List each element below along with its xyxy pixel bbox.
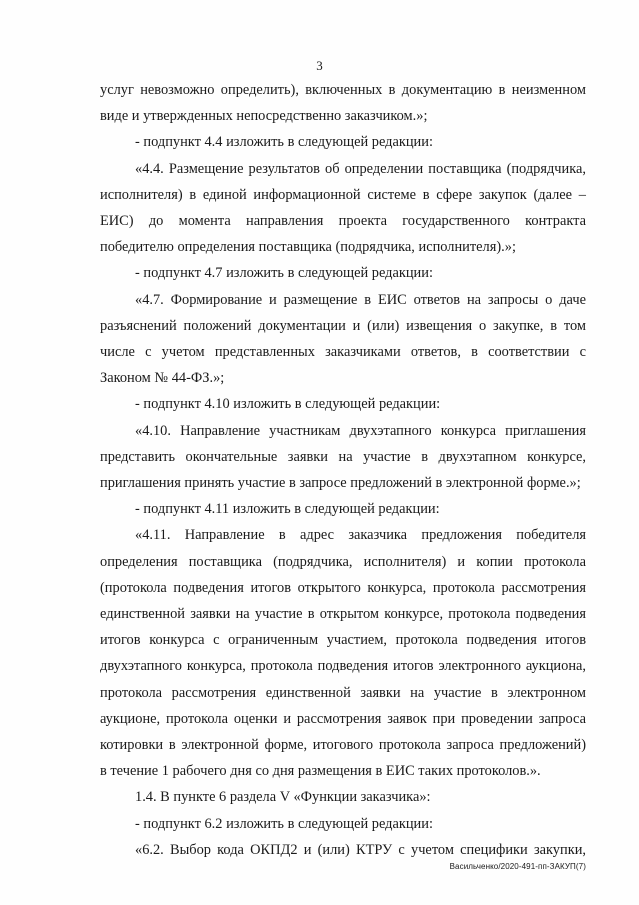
text-line: протокола рассмотрения единственной заявки на участие в электронном: [100, 684, 586, 701]
text-line: - подпункт 4.7 изложить в следующей редакции:: [135, 265, 433, 282]
text-line: (протокола подведения итогов открытого конкурса, протокола рассмотрения: [100, 579, 586, 596]
text-line: «4.7. Формирование и размещение в ЕИС ответов на запросы о даче: [135, 291, 586, 308]
body-text: [100, 77, 586, 863]
text-line: определения поставщика (подрядчика, исполнителя) и копии протокола: [100, 553, 586, 570]
text-line: - подпункт 4.11 изложить в следующей редакции:: [135, 501, 440, 518]
text-line: исполнителя) в единой информационной системе в сфере закупок (далее –: [100, 186, 586, 203]
text-line: - подпункт 4.4 изложить в следующей редакции:: [135, 134, 433, 151]
text-line: «4.4. Размещение результатов об определении поставщика (подрядчика,: [135, 160, 586, 177]
text-line: - подпункт 4.10 изложить в следующей редакции:: [135, 396, 441, 413]
text-line: в течение 1 рабочего дня со дня размещения в ЕИС таких протоколов.».: [100, 763, 541, 780]
text-line: единственной заявки на участие в открытом конкурсе, протокола подведения: [100, 606, 586, 623]
document-reference-code: Васильченко/2020-491-пп-ЗАКУП(7): [449, 862, 586, 871]
text-line: приглашения принять участие в запросе предложений в электронной форме.»;: [100, 475, 581, 492]
text-line: «4.11. Направление в адрес заказчика предложения победителя: [135, 527, 586, 544]
text-line: услуг невозможно определить), включенных в документацию в неизменном: [100, 82, 586, 98]
text-line: виде и утвержденных непосредственно заказчиком.»;: [100, 108, 428, 125]
text-line: «4.10. Направление участникам двухэтапного конкурса приглашения: [135, 422, 586, 439]
text-line: - подпункт 6.2 изложить в следующей редакции:: [135, 815, 433, 832]
text-line: котировки в электронной форме, итогового протокола запроса предложений): [100, 737, 586, 754]
text-line: «6.2. Выбор кода ОКПД2 и (или) КТРУ с учетом специфики закупки,: [135, 841, 586, 858]
text-line: разъяснений положений документации и (или) извещения о закупке, в том: [100, 317, 586, 334]
text-line: ЕИС) до момента направления проекта государственного контракта: [100, 213, 586, 230]
text-line: 1.4. В пункте 6 раздела V «Функции заказчика»:: [135, 789, 431, 806]
text-line: двухэтапного конкурса, протокола подведения итогов электронного аукциона,: [100, 658, 586, 675]
text-line: числе с учетом представленных заказчиками ответов, в соответствии с: [100, 344, 586, 361]
text-line: аукционе, протокола оценки и рассмотрения заявок при проведении запроса: [100, 710, 586, 727]
text-line: Законом № 44-ФЗ.»;: [100, 370, 225, 387]
text-line: победителю определения поставщика (подрядчика, исполнителя).»;: [100, 239, 516, 256]
text-line: итогов конкурса с ограниченным участием, протокола подведения итогов: [100, 632, 586, 649]
text-line: представить окончательные заявки на участие в двухэтапном конкурсе,: [100, 448, 586, 465]
page-number: 3: [316, 58, 323, 73]
